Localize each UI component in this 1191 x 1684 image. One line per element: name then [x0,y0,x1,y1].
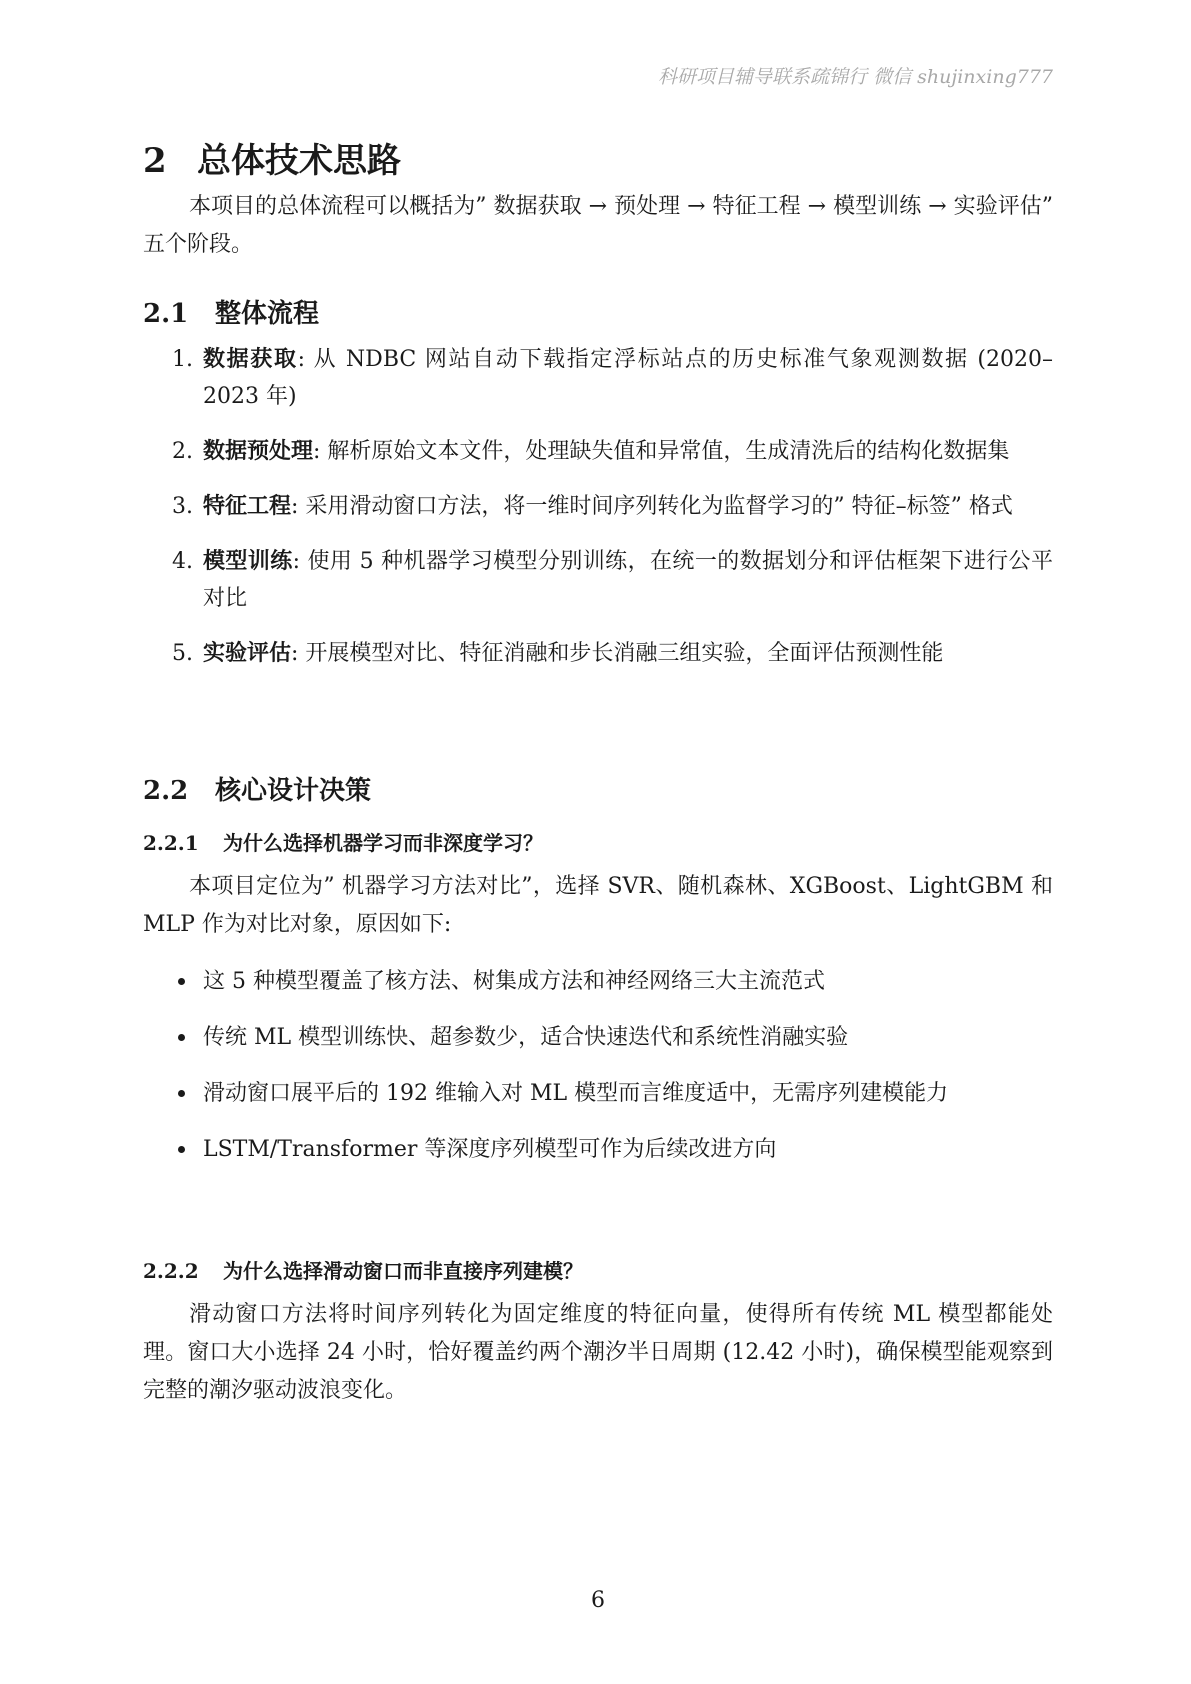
model-choice-paragraph: 本项目定位为” 机器学习方法对比”，选择 SVR、随机森林、XGBoost、LightGBM 和 MLP 作为对比对象，原因如下: [143,874,1053,937]
list-text: : 开展模型对比、特征消融和步长消融三组实验，全面评估预测性能 [291,641,944,666]
bullet-item [143,1131,1053,1168]
bullet-dot [178,978,185,985]
list-text: : 从 NDBC 网站自动下载指定浮标站点的历史标准气象观测数据 (2020–2023 年) [203,347,1053,409]
subsubsection-title: 为什么选择机器学习而非深度学习？ [223,831,543,855]
section-number: 2 [143,141,167,181]
bullet-text: 滑动窗口展平后的 192 维输入对 ML 模型而言维度适中，无需序列建模能力 [203,1081,949,1106]
section-intro-paragraph: 本项目的总体流程可以概括为” 数据获取 → 预处理 → 特征工程 → 模型训练 → 实验评估” 五个阶段。 [143,194,1053,257]
list-term: 实验评估 [203,640,292,666]
list-term: 模型训练 [203,548,293,574]
bullet-dot [178,1090,185,1097]
list-item [143,543,1053,617]
list-marker: 1. [172,347,193,372]
list-term: 数据获取 [203,346,298,372]
bullet-text: LSTM/Transformer 等深度序列模型可作为后续改进方向 [203,1137,777,1162]
section-title: 总体技术思路 [197,141,401,181]
list-marker: 4. [172,549,193,574]
bullet-text: 这 5 种模型覆盖了核方法、树集成方法和神经网络三大主流范式 [203,969,825,994]
bullet-dot [178,1146,185,1153]
document-page [143,0,1053,1684]
section-heading [143,133,401,182]
list-marker: 3. [172,494,193,519]
list-item [143,341,1053,415]
subsection-number: 2.2 [143,776,189,806]
list-item [143,635,1053,672]
subsection-title: 整体流程 [215,299,320,329]
reasons-list [143,963,1053,1187]
sliding-window-paragraph: 滑动窗口方法将时间序列转化为固定维度的特征向量，使得所有传统 ML 模型都能处理。窗口大小选择 24 小时，恰好覆盖约两个潮汐半日周期 (12.42 小时)，确保模型能观察到完整的潮汐驱动波浪变化。 [143,1302,1053,1403]
workflow-list [143,341,1053,690]
list-item [143,488,1053,525]
bullet-item [143,1019,1053,1056]
list-term: 数据预处理 [203,438,314,464]
subsection-heading-2-2 [143,770,371,807]
subsubsection-number: 2.2.2 [143,1259,199,1283]
subsubsection-heading-2-2-1 [143,827,543,856]
list-text: : 使用 5 种机器学习模型分别训练，在统一的数据划分和评估框架下进行公平对比 [203,549,1053,611]
list-term: 特征工程 [203,493,292,519]
bullet-text: 传统 ML 模型训练快、超参数少，适合快速迭代和系统性消融实验 [203,1025,849,1050]
list-marker: 5. [172,641,193,666]
subsection-heading-2-1 [143,293,319,330]
bullet-item [143,963,1053,1000]
subsection-number: 2.1 [143,299,189,329]
bullet-dot [178,1034,185,1041]
list-marker: 2. [172,439,193,464]
subsubsection-heading-2-2-2 [143,1255,583,1284]
page-number: 6 [591,1588,605,1613]
list-item [143,433,1053,470]
bullet-item [143,1075,1053,1112]
subsection-title: 核心设计决策 [215,776,372,806]
subsubsection-number: 2.2.1 [143,831,199,855]
list-text: : 采用滑动窗口方法，将一维时间序列转化为监督学习的” 特征–标签” 格式 [291,494,1013,519]
list-text: : 解析原始文本文件，处理缺失值和异常值，生成清洗后的结构化数据集 [313,439,1010,464]
subsubsection-title: 为什么选择滑动窗口而非直接序列建模？ [223,1259,583,1283]
header-note: 科研项目辅导联系疏锦行 微信 shujinxing777 [658,66,1053,88]
